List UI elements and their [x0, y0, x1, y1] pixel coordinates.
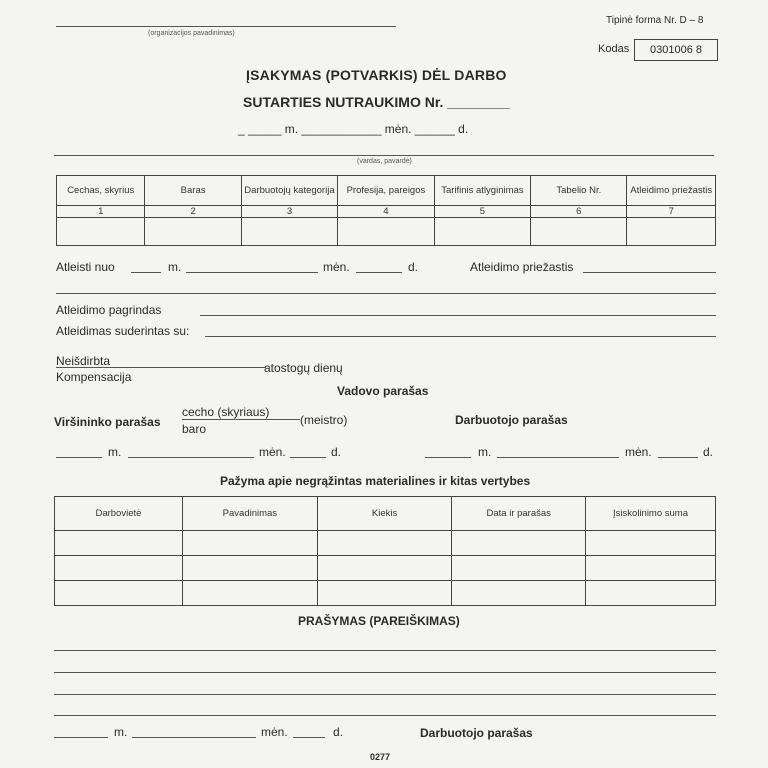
header-workplace: Darbovietė: [55, 497, 183, 531]
employee-signature-label: Darbuotojo parašas: [455, 413, 568, 427]
table-cell[interactable]: [317, 556, 452, 581]
employee-month-field[interactable]: [497, 457, 619, 458]
certificate-title: Pažyma apie negrąžintas materialines ir kitas vertybes: [220, 474, 531, 488]
table-cell[interactable]: [531, 218, 627, 246]
dismiss-year-field[interactable]: [131, 272, 161, 273]
basis-field[interactable]: [200, 315, 716, 316]
certificate-table: [54, 496, 716, 606]
column-number: 3: [241, 206, 337, 218]
organization-caption: (organizacijos pavadinimas): [148, 30, 235, 37]
order-date-line: _ _____ m. ____________ mėn. ______ d.: [238, 122, 469, 136]
table-cell[interactable]: [338, 218, 434, 246]
day-label: d.: [703, 445, 714, 459]
unworked-label: Neišdirbta: [56, 354, 111, 368]
table-cell[interactable]: [55, 531, 183, 556]
code-value: 0301006 8: [650, 44, 702, 56]
table-cell[interactable]: [317, 581, 452, 606]
header-reason: Atleidimo priežastis: [627, 176, 716, 206]
table-cell[interactable]: [145, 218, 241, 246]
dismiss-day-field[interactable]: [356, 272, 402, 273]
form-number-label: Tipinė forma Nr. D – 8: [606, 15, 704, 26]
table-cell[interactable]: [627, 218, 716, 246]
table-cell[interactable]: [317, 531, 452, 556]
supervisor-signature-label: Viršininko parašas: [54, 415, 161, 429]
department-label: cecho (skyriaus): [182, 405, 270, 419]
column-number: 6: [531, 206, 627, 218]
dismiss-from-label: Atleisti nuo: [56, 260, 115, 274]
agreed-label: Atleidimas suderintas su:: [56, 324, 190, 338]
year-label: m.: [478, 445, 492, 459]
day-label: d.: [333, 725, 344, 739]
request-title: PRAŠYMAS (PAREIŠKIMAS): [298, 614, 460, 628]
table-cell[interactable]: [586, 556, 716, 581]
column-number: 5: [434, 206, 531, 218]
document-subtitle: SUTARTIES NUTRAUKIMO Nr. ________: [243, 94, 510, 110]
table-cell[interactable]: [452, 531, 586, 556]
day-label: d.: [408, 260, 419, 274]
unworked-separator: [56, 367, 266, 368]
reason-label: Atleidimo priežastis: [470, 260, 574, 274]
header-salary: Tarifinis atlyginimas: [434, 176, 531, 206]
request-employee-signature-label: Darbuotojo parašas: [420, 726, 533, 740]
table-cell[interactable]: [452, 556, 586, 581]
request-line[interactable]: [54, 672, 716, 673]
header-profession: Profesija, pareigos: [338, 176, 434, 206]
request-line[interactable]: [54, 715, 716, 716]
dismiss-month-field[interactable]: [186, 272, 318, 273]
supervisor-year-field[interactable]: [56, 457, 102, 458]
code-box: [634, 39, 718, 61]
request-line[interactable]: [54, 650, 716, 651]
table-cell[interactable]: [55, 581, 183, 606]
day-label: d.: [331, 445, 342, 459]
section-label: baro: [182, 422, 207, 436]
supervisor-day-field[interactable]: [290, 457, 326, 458]
request-month-field[interactable]: [132, 737, 256, 738]
header-debt: Įsiskolinimo suma: [586, 497, 716, 531]
table-cell[interactable]: [57, 218, 145, 246]
month-label: mėn.: [261, 725, 288, 739]
reason-field-continued[interactable]: [56, 293, 716, 294]
header-date-signature: Data ir parašas: [452, 497, 586, 531]
manager-signature-label: Vadovo parašas: [337, 384, 429, 398]
department-separator: [182, 419, 300, 420]
year-label: m.: [168, 260, 182, 274]
employee-year-field[interactable]: [425, 457, 471, 458]
table-cell[interactable]: [182, 556, 317, 581]
vacation-days-label: atostogų dienų: [264, 361, 343, 375]
column-number: 1: [57, 206, 145, 218]
month-label: mėn.: [259, 445, 286, 459]
supervisor-month-field[interactable]: [128, 457, 254, 458]
reason-field[interactable]: [583, 272, 716, 273]
compensation-label: Kompensacija: [56, 370, 132, 384]
month-label: mėn.: [625, 445, 652, 459]
header-quantity: Kiekis: [317, 497, 452, 531]
table-cell[interactable]: [586, 531, 716, 556]
header-name: Pavadinimas: [182, 497, 317, 531]
request-year-field[interactable]: [54, 737, 108, 738]
dismissal-table: [56, 175, 716, 246]
agreed-field[interactable]: [205, 336, 716, 337]
request-line[interactable]: [54, 694, 716, 695]
table-cell[interactable]: [55, 556, 183, 581]
table-cell[interactable]: [182, 531, 317, 556]
code-label: Kodas: [598, 43, 630, 55]
header-section: Baras: [145, 176, 241, 206]
header-timesheet: Tabelio Nr.: [531, 176, 627, 206]
column-number: 4: [338, 206, 434, 218]
header-department: Cechas, skyrius: [57, 176, 145, 206]
organization-name-line: [56, 26, 396, 27]
table-cell[interactable]: [586, 581, 716, 606]
request-day-field[interactable]: [293, 737, 325, 738]
column-number: 7: [627, 206, 716, 218]
employee-day-field[interactable]: [658, 457, 698, 458]
employee-name-line[interactable]: [54, 155, 714, 156]
employee-name-caption: (vardas, pavardė): [357, 158, 412, 165]
footer-number: 0277: [370, 752, 391, 762]
table-cell[interactable]: [452, 581, 586, 606]
table-cell[interactable]: [434, 218, 531, 246]
basis-label: Atleidimo pagrindas: [56, 303, 162, 317]
table-cell[interactable]: [241, 218, 337, 246]
document-title: ĮSAKYMAS (POTVARKIS) DĖL DARBO: [246, 67, 507, 83]
month-label: mėn.: [323, 260, 350, 274]
year-label: m.: [108, 445, 122, 459]
foreman-label: (meistro): [300, 413, 348, 427]
header-category: Darbuotojų kategorija: [241, 176, 337, 206]
table-cell[interactable]: [182, 581, 317, 606]
column-number: 2: [145, 206, 241, 218]
year-label: m.: [114, 725, 128, 739]
